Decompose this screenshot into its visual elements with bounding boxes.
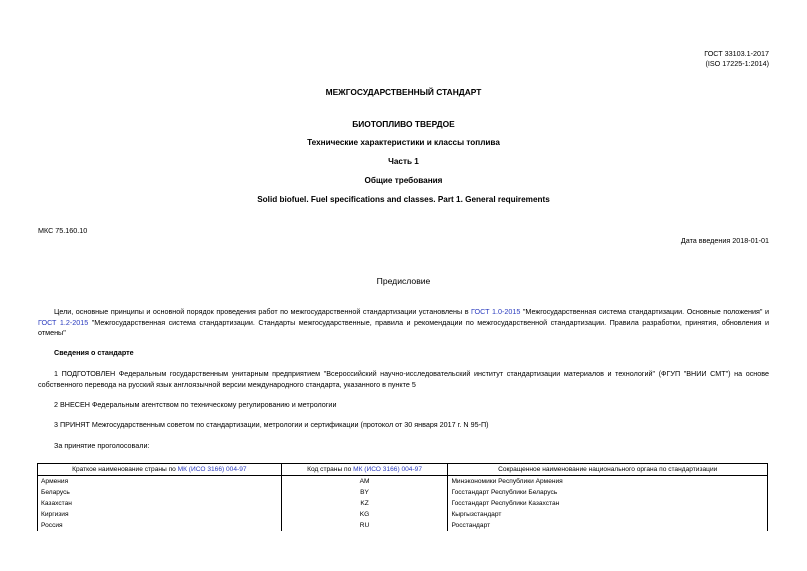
standard-name: БИОТОПЛИВО ТВЕРДОЕ [352,119,455,129]
preface-heading: Предисловие [376,276,431,286]
gost-1-0-link[interactable]: ГОСТ 1.0-2015 [471,307,521,316]
table-row [38,487,768,498]
item-3: 3 ПРИНЯТ Межгосударственным советом по стандартизации, метрологии и сертификации (протокол от 30 января 2017 г. N 95-П) [54,420,489,429]
code-cell: BY [281,487,448,498]
iso-number: (ISO 17225-1:2014) [705,59,769,68]
preface-paragraph [38,307,769,339]
body-cell: Минэкономики Республики Армения [448,476,768,488]
code-cell: KG [281,509,448,520]
mk-iso-link-1[interactable]: МК (ИСО 3166) 004-97 [177,465,247,473]
code-cell: RU [281,520,448,531]
country-cell: Казахстан [38,498,282,509]
code-cell: KZ [281,498,448,509]
gost-number: ГОСТ 33103.1-2017 [704,49,769,58]
preface-text-3: "Межгосударственная система стандартизации. Стандарты межгосударственные, правила и рекомендации по межгосударственной стандартизации. Правила разработки, принятия, обновления и отмены" [38,317,769,337]
gost-1-2-link[interactable]: ГОСТ 1.2-2015 [38,317,89,327]
table-row [38,520,768,531]
mk-iso-link-2[interactable]: МК (ИСО 3166) 004-97 [353,465,422,473]
table-row [38,498,768,509]
code-cell: AM [281,476,448,488]
mks-code: МКС 75.160.10 [38,226,88,235]
item-1: 1 ПОДГОТОВЛЕН Федеральным государственным унитарным предприятием "Всероссийский научно-исследовательский институт стандартизации материалов и технологий" (ФГУП "ВНИИ СМТ") на основе собственного перевода на русский язык англоязычной версии международного стандарта, указанного в пункте 5 [38,369,769,389]
table-row [38,509,768,520]
voters-table [37,463,768,531]
header-country-text: Краткое наименование страны по [72,465,178,473]
body-cell: Госстандарт Республики Беларусь [448,487,768,498]
body-cell: Кыргызстандарт [448,509,768,520]
preface-text-2: "Межгосударственная система стандартизации. Основные положения" и [520,307,769,316]
english-title: Solid biofuel. Fuel specifications and classes. Part 1. General requirements [257,195,550,204]
country-cell: Беларусь [38,487,282,498]
part-number: Часть 1 [388,157,419,166]
preface-text-1: Цели, основные принципы и основной порядок проведения работ по межгосударственной стандартизации установлены в [54,307,472,316]
country-cell: Армения [38,476,282,488]
body-cell: Росстандарт [448,520,768,531]
intro-date: Дата введения 2018-01-01 [680,236,769,245]
item-2: 2 ВНЕСЕН Федеральным агентством по техническому регулированию и метрологии [54,400,337,409]
body-cell: Госстандарт Республики Казахстан [448,498,768,509]
header-body: Сокращенное наименование национального органа по стандартизации [448,464,768,476]
table-row [38,476,768,488]
header-code-text: Код страны по [307,465,354,473]
table-header-row [38,464,768,476]
header-code [281,464,448,476]
standard-subtitle: Технические характеристики и классы топлива [307,138,500,147]
voted-label: За принятие проголосовали: [54,441,150,450]
country-cell: Россия [38,520,282,531]
country-cell: Киргизия [38,509,282,520]
standard-type: МЕЖГОСУДАРСТВЕННЫЙ СТАНДАРТ [325,87,482,97]
part-title: Общие требования [364,176,443,185]
header-country [38,464,282,476]
info-heading: Сведения о стандарте [54,348,134,357]
